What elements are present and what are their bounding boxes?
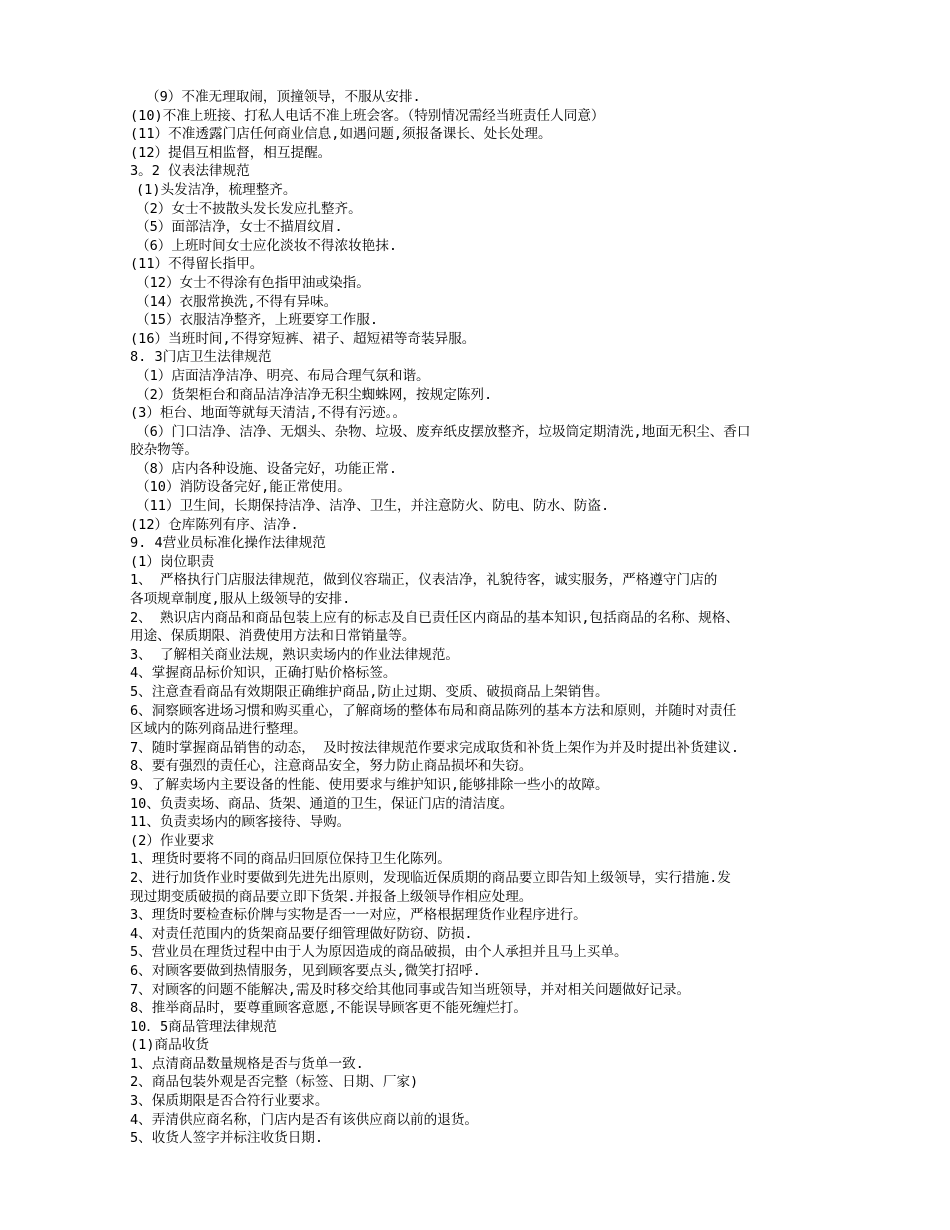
text-line: (11）不得留长指甲。 <box>130 256 264 273</box>
document-body <box>0 88 950 1148</box>
text-line: 3、理货时要检查标价牌与实物是否一一对应，严格根据理货作业程序进行。 <box>130 907 587 924</box>
text-line: 4、对责任范围内的货架商品要仔细管理做好防窃、防损. <box>130 925 473 942</box>
text-line: （6）门口洁净、洁净、无烟头、杂物、垃圾、废弃纸皮摆放整齐，垃圾筒定期清洗,地面无积尘、香口 <box>136 423 751 440</box>
text-line: 6、洞察顾客进场习惯和购买重心，了解商场的整体布局和商品陈列的基本方法和原则，并随时对责任 <box>130 702 737 719</box>
text-line: 5、注意查看商品有效期限正确维护商品,防止过期、变质、破损商品上架销售。 <box>130 684 609 700</box>
text-line: 7、对顾客的问题不能解决,需及时移交给其他同事或告知当班领导，并对相关问题做好记录。 <box>130 981 691 998</box>
text-line: 8、要有强烈的责任心，注意商品安全，努力防止商品损坏和失窃。 <box>130 758 533 775</box>
text-line: (10)不准上班接、打私人电话不准上班会客。（特别情况需经当班责任人同意） <box>130 107 605 124</box>
text-line: （12）女士不得涂有色指甲油或染指。 <box>136 274 370 291</box>
text-line: （2）女士不披散头发长发应扎整齐。 <box>136 200 362 217</box>
text-line: 区域内的陈列商品进行整理。 <box>130 721 307 738</box>
text-line: (11）不准透露门店任何商业信息,如遇问题,须报备课长、处长处理。 <box>130 126 552 143</box>
text-line: （9）不准无理取闹，顶撞领导，不服从安排. <box>146 89 421 105</box>
text-line: （14）衣服常换洗,不得有异味。 <box>136 293 338 310</box>
text-line: 3、保质期限是否合符行业要求。 <box>130 1093 329 1110</box>
text-line: （11）卫生间，长期保持洁净、洁净、卫生，并注意防火、防电、防水、防盗. <box>136 498 610 515</box>
text-line: 1、 严格执行门店服法律规范，做到仪容瑞正，仪表洁净，礼貌待客，诚实服务，严格遵守门店的 <box>130 572 718 589</box>
text-line: （8）店内各种设施、设备完好，功能正常. <box>136 460 398 477</box>
text-line: 5、营业员在理货过程中由于人为原因造成的商品破损，由个人承担并且马上买单。 <box>130 944 628 961</box>
text-line: 10．5商品管理法律规范 <box>130 1018 277 1035</box>
text-line: (2）作业要求 <box>130 832 215 849</box>
text-line: （15）衣服洁净整齐，上班要穿工作服. <box>136 312 379 329</box>
text-line: 现过期变质破损的商品要立即下货架.并报备上级领导作相应处理。 <box>130 888 533 905</box>
text-line: 2、商品包装外观是否完整（标签、日期、厂家) <box>130 1074 419 1091</box>
text-line: 7、随时掌握商品销售的动态， 及时按法律规范作要求完成取货和补货上架作为并及时提出补货建议. <box>130 739 740 756</box>
text-line: 8、推举商品时，要尊重顾客意愿,不能误导顾客更不能死缠烂打。 <box>130 1000 527 1017</box>
text-line: 2、 熟识店内商品和商品包装上应有的标志及自已责任区内商品的基本知识,包括商品的名称、规格、 <box>130 609 740 626</box>
text-line: 10、负责卖场、商品、货架、通道的卫生，保证门店的清洁度。 <box>130 795 514 812</box>
text-line: 3、 了解相关商业法规，熟识卖场内的作业法律规范。 <box>130 646 460 663</box>
text-line: 1、点清商品数量规格是否与货单一致. <box>130 1055 364 1072</box>
text-line: 4、弄清供应商名称，门店内是否有该供应商以前的退货。 <box>130 1111 479 1128</box>
text-line: （6）上班时间女士应化淡妆不得浓妆艳抹. <box>136 237 398 254</box>
text-line: 各项规章制度,服从上级领导的安排. <box>130 591 351 608</box>
text-line: 1、理货时要将不同的商品归回原位保持卫生化陈列。 <box>130 851 451 868</box>
text-line: (12）仓库陈列有序、洁净. <box>130 516 299 533</box>
text-line: 5、收货人签字并标注收货日期. <box>130 1130 324 1147</box>
text-line: (16）当班时间,不得穿短裤、裙子、超短裙等奇装异服。 <box>130 330 476 347</box>
text-line: 9、了解卖场内主要设备的性能、使用要求与维护知识,能够排除一些小的故障。 <box>130 776 609 793</box>
text-line: 9. 4营业员标准化操作法律规范 <box>130 535 326 552</box>
text-line: （10）消防设备完好,能正常使用。 <box>136 479 351 496</box>
text-line: 11、负责卖场内的顾客接待、导购。 <box>130 814 351 831</box>
text-line: (1)头发洁净，梳理整齐。 <box>136 181 297 198</box>
text-line: （2）货架柜台和商品洁净洁净无积尘蜘蛛网，按规定陈列. <box>136 386 493 403</box>
text-line: 4、掌握商品标价知识，正确打贴价格标签。 <box>130 665 397 682</box>
text-line: 6、对顾客要做到热情服务，见到顾客要点头,微笑打招呼. <box>130 962 481 979</box>
text-line: (1)商品收货 <box>130 1037 209 1054</box>
text-line: （1）店面洁净洁净、明亮、布局合理气氛和谐。 <box>136 367 430 384</box>
text-line: 3。2 仪表法律规范 <box>130 163 250 180</box>
text-line: 2、进行加货作业时要做到先进先出原则，发现临近保质期的商品要立即告知上级领导，实行措施.发 <box>130 869 731 886</box>
text-line: 用途、保质期限、消费使用方法和日常销量等。 <box>130 628 416 645</box>
text-line: （5）面部洁净，女士不描眉纹眉. <box>136 219 343 236</box>
text-line: (12）提倡互相监督，相互提醒。 <box>130 144 332 161</box>
text-line: 8. 3门店卫生法律规范 <box>130 349 272 366</box>
text-line: (1）岗位职责 <box>130 553 215 570</box>
text-line: 胶杂物等。 <box>130 442 198 459</box>
text-line: (3）柜台、地面等就每天清洁,不得有污迹。。 <box>130 405 407 422</box>
